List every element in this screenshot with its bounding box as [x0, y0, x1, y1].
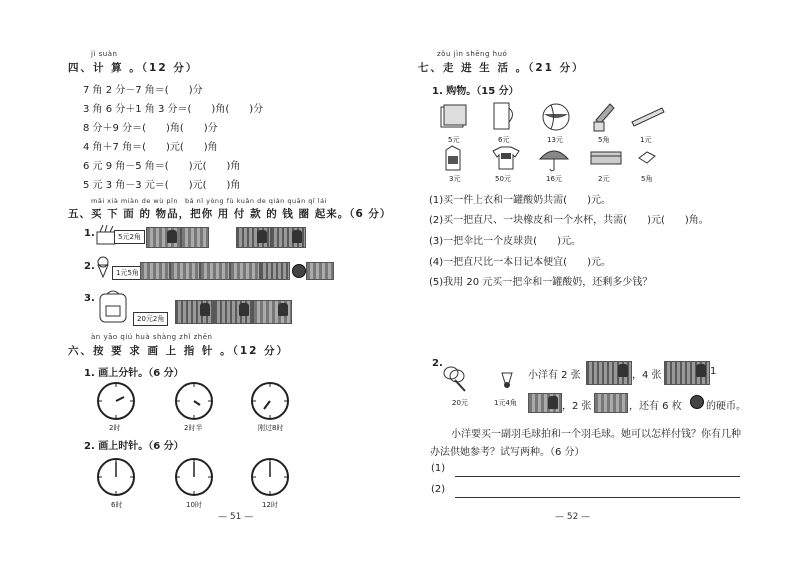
- banknote-icon[interactable]: [140, 262, 170, 280]
- q2-text: ，2 张: [562, 401, 592, 412]
- banknote-icon: [528, 393, 562, 413]
- calc-line-3: 8 分＋9 分＝( )角( )分: [83, 123, 218, 134]
- clock-face-icon[interactable]: [96, 381, 136, 421]
- question-4: (4)一把直尺比一本日记本便宜( )元。: [429, 257, 611, 268]
- banknote-icon: [594, 393, 628, 413]
- calc-line-4: 4 角＋7 角＝( )元( )角: [83, 142, 218, 153]
- clock-face-icon[interactable]: [250, 457, 290, 497]
- price-label: 5角: [598, 136, 610, 144]
- item-1-number: 1.: [84, 228, 95, 239]
- banknote-icon[interactable]: [146, 227, 181, 248]
- eraser-icon: [637, 150, 657, 166]
- price-label: 5角: [641, 175, 653, 183]
- sec6-title: 六、按 要 求 画 上 指 针 。（12 分）: [68, 345, 290, 357]
- banknote-icon[interactable]: [175, 300, 214, 324]
- item-2-number: 2.: [84, 261, 95, 272]
- q2-question: 办法供她参考？试写两种。（6 分）: [430, 447, 585, 458]
- q2-hour-hand: 2. 画上时针。（6 分）: [84, 441, 184, 452]
- sec6-pinyin: àn yāo qiú huà shàng zhǐ zhēn: [91, 333, 213, 341]
- ice-cream-icon: [94, 256, 112, 278]
- question-3: (3)一把伞比一个皮球贵( )元。: [429, 236, 581, 247]
- price-tag-1: 5元2角: [114, 230, 145, 244]
- banknote-icon[interactable]: [170, 262, 200, 280]
- price-label: 5元: [448, 136, 460, 144]
- question-1: (1)买一件上衣和一罐酸奶共需( )元。: [429, 195, 611, 206]
- price-tag-2: 1元5角: [112, 266, 143, 280]
- ruler-icon: [630, 106, 666, 128]
- calc-line-2: 3 角 6 分＋1 角 3 分＝( )角( )分: [83, 104, 264, 115]
- banknote-icon[interactable]: [200, 262, 230, 280]
- banknote-icon[interactable]: [260, 262, 290, 280]
- clock-face-icon[interactable]: [174, 457, 214, 497]
- q2-number: 2.: [432, 358, 443, 369]
- ball-icon: [541, 102, 571, 132]
- yogurt-icon: [442, 144, 464, 172]
- page-number-right: — 52 —: [555, 512, 591, 522]
- cup-icon: [491, 100, 517, 132]
- price-label: 3元: [449, 175, 461, 183]
- banknote-icon[interactable]: [253, 300, 292, 324]
- price-label: 2元: [598, 175, 610, 183]
- q2-text: ，还有 6 枚: [629, 401, 682, 412]
- q2-text: 1: [710, 366, 717, 377]
- banknote-icon: [586, 361, 632, 385]
- question-2: (2)买一把直尺、一块橡皮和一个水杯，共需( )元( )角。: [429, 215, 709, 226]
- price-label: 6元: [498, 136, 510, 144]
- clock-face-icon[interactable]: [174, 381, 214, 421]
- answer-line-1[interactable]: [455, 476, 740, 477]
- clock-label: 刚过8时: [258, 424, 284, 432]
- clock-face-icon[interactable]: [250, 381, 290, 421]
- item-3-number: 3.: [84, 293, 95, 304]
- calc-line-6: 5 元 3 角－3 元＝( )元( )角: [83, 180, 241, 191]
- pencil-box-icon: [589, 148, 623, 168]
- sec7-title: 七、走 进 生 活 。（21 分）: [418, 62, 585, 74]
- clock-label: 2时: [109, 424, 121, 432]
- coin-icon[interactable]: [292, 264, 306, 278]
- badminton-racket-icon: [441, 364, 471, 394]
- clock-face-icon[interactable]: [96, 457, 136, 497]
- backpack-icon: [96, 288, 130, 324]
- banknote-icon[interactable]: [236, 227, 271, 248]
- banknote-icon[interactable]: [181, 227, 209, 248]
- clock-label: 2时半: [184, 424, 203, 432]
- price-label: 16元: [546, 175, 562, 183]
- pencil-sharpener-icon: [592, 102, 616, 134]
- shuttle-price: 1元4角: [494, 399, 517, 407]
- answer-label-2: (2): [431, 484, 446, 495]
- clock-label: 12时: [262, 501, 278, 509]
- sec4-title: 四、计 算 。（12 分）: [68, 62, 199, 74]
- shuttlecock-icon: [499, 371, 515, 389]
- price-tag-3: 20元2角: [133, 312, 168, 326]
- q2-text: 小洋有 2 张: [528, 370, 581, 381]
- answer-line-2[interactable]: [455, 497, 740, 498]
- clock-label: 10时: [186, 501, 202, 509]
- q2-question: 小洋要买一副羽毛球拍和一个羽毛球。她可以怎样付钱？你有几种: [451, 429, 741, 440]
- price-label: 50元: [495, 175, 511, 183]
- banknote-icon[interactable]: [271, 227, 306, 248]
- coin-icon: [690, 395, 704, 409]
- racket-price: 20元: [452, 399, 468, 407]
- banknote-icon[interactable]: [306, 262, 334, 280]
- q1-shopping: 1. 购物。（15 分）: [432, 86, 519, 97]
- sec4-pinyin: jì suàn: [91, 50, 118, 58]
- calc-line-1: 7 角 2 分－7 角＝( )分: [83, 85, 203, 96]
- shirt-icon: [491, 145, 521, 171]
- clock-label: 6时: [111, 501, 123, 509]
- calc-line-5: 6 元 9 角－5 角＝( )元( )角: [83, 161, 241, 172]
- sec7-pinyin: zǒu jìn shēng huó: [437, 50, 508, 58]
- umbrella-icon: [538, 145, 570, 173]
- sec5-pinyin: mǎi xià miàn de wù pǐn bǎ nǐ yòng fù kuǎn de qián quān qǐ lái: [91, 197, 327, 205]
- answer-label-1: (1): [431, 463, 446, 474]
- price-label: 13元: [547, 136, 563, 144]
- q1-minute-hand: 1. 画上分针。（6 分）: [84, 368, 184, 379]
- q2-text: ，4 张: [632, 370, 662, 381]
- page-number-left: — 51 —: [218, 512, 254, 522]
- price-label: 1元: [640, 136, 652, 144]
- banknote-icon: [664, 361, 710, 385]
- sec5-title: 五、买 下 面 的 物品，把你 用 付 款 的 钱 圈 起来。（6 分）: [68, 208, 392, 220]
- notebook-icon: [438, 104, 468, 130]
- banknote-icon[interactable]: [230, 262, 260, 280]
- q2-text: 的硬币。: [706, 401, 746, 412]
- banknote-icon[interactable]: [214, 300, 253, 324]
- question-5: (5)我用 20 元买一把伞和一罐酸奶，还剩多少钱？: [429, 277, 653, 288]
